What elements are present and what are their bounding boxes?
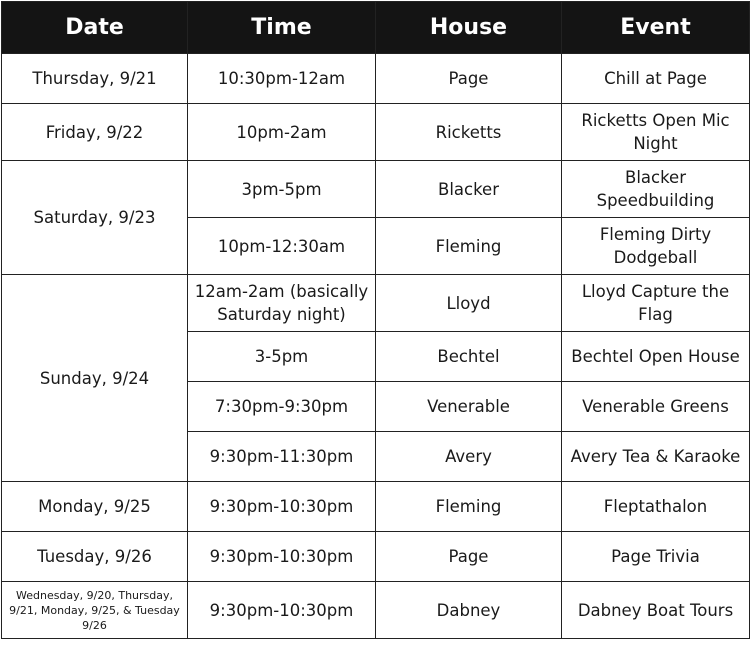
header-time: Time bbox=[188, 2, 376, 54]
time-cell: 7:30pm-9:30pm bbox=[188, 382, 376, 432]
header-event: Event bbox=[562, 2, 750, 54]
table-row bbox=[2, 54, 750, 104]
house-cell: Lloyd bbox=[376, 275, 562, 332]
time-cell: 12am-2am (basically Saturday night) bbox=[188, 275, 376, 332]
house-cell: Ricketts bbox=[376, 104, 562, 161]
house-cell: Page bbox=[376, 532, 562, 582]
time-cell: 10pm-12:30am bbox=[188, 218, 376, 275]
date-cell: Friday, 9/22 bbox=[2, 104, 188, 161]
time-cell: 9:30pm-10:30pm bbox=[188, 532, 376, 582]
event-cell: Dabney Boat Tours bbox=[562, 582, 750, 639]
event-cell: Venerable Greens bbox=[562, 382, 750, 432]
time-cell: 10:30pm-12am bbox=[188, 54, 376, 104]
header-row bbox=[2, 2, 750, 54]
house-cell: Avery bbox=[376, 432, 562, 482]
event-cell: Blacker Speedbuilding bbox=[562, 161, 750, 218]
header-house: House bbox=[376, 2, 562, 54]
house-cell: Bechtel bbox=[376, 332, 562, 382]
time-cell: 3-5pm bbox=[188, 332, 376, 382]
table-row bbox=[2, 582, 750, 639]
table-row bbox=[2, 532, 750, 582]
house-cell: Dabney bbox=[376, 582, 562, 639]
time-cell: 9:30pm-11:30pm bbox=[188, 432, 376, 482]
table-row bbox=[2, 161, 750, 218]
table-row bbox=[2, 275, 750, 332]
date-cell: Saturday, 9/23 bbox=[2, 161, 188, 275]
house-cell: Fleming bbox=[376, 218, 562, 275]
time-cell: 9:30pm-10:30pm bbox=[188, 482, 376, 532]
event-cell: Bechtel Open House bbox=[562, 332, 750, 382]
event-cell: Ricketts Open Mic Night bbox=[562, 104, 750, 161]
event-cell: Page Trivia bbox=[562, 532, 750, 582]
house-cell: Fleming bbox=[376, 482, 562, 532]
event-cell: Lloyd Capture the Flag bbox=[562, 275, 750, 332]
event-cell: Fleming Dirty Dodgeball bbox=[562, 218, 750, 275]
house-cell: Blacker bbox=[376, 161, 562, 218]
time-cell: 3pm-5pm bbox=[188, 161, 376, 218]
table-row bbox=[2, 482, 750, 532]
table-row bbox=[2, 104, 750, 161]
date-cell: Monday, 9/25 bbox=[2, 482, 188, 532]
date-cell: Thursday, 9/21 bbox=[2, 54, 188, 104]
house-cell: Venerable bbox=[376, 382, 562, 432]
date-cell: Tuesday, 9/26 bbox=[2, 532, 188, 582]
event-cell: Fleptathalon bbox=[562, 482, 750, 532]
event-cell: Chill at Page bbox=[562, 54, 750, 104]
event-schedule-table bbox=[1, 1, 750, 639]
event-cell: Avery Tea & Karaoke bbox=[562, 432, 750, 482]
time-cell: 9:30pm-10:30pm bbox=[188, 582, 376, 639]
date-cell: Sunday, 9/24 bbox=[2, 275, 188, 482]
date-cell: Wednesday, 9/20, Thursday, 9/21, Monday, 9/25, & Tuesday 9/26 bbox=[2, 582, 188, 639]
time-cell: 10pm-2am bbox=[188, 104, 376, 161]
house-cell: Page bbox=[376, 54, 562, 104]
header-date: Date bbox=[2, 2, 188, 54]
